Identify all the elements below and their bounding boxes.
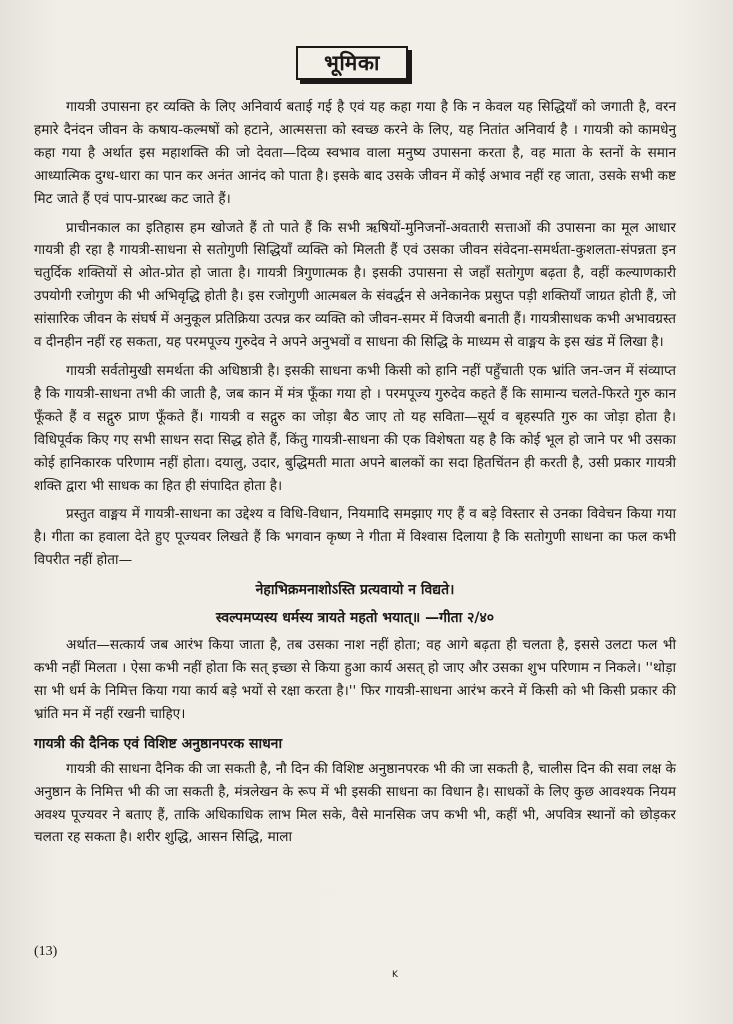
- footer-mark: K: [392, 970, 398, 980]
- verse-meaning: अर्थात—सत्कार्य जब आरंभ किया जाता है, तब उसका नाश नहीं होता; वह आगे बढ़ता ही चलता है, इससे उलटा फल भी कभी नहीं मिलता । ऐसा कभी नहीं होता कि सत् इच्छा से किया हुआ कार्य असत् हो जाए और उसका शुभ परिणाम न निकले। ''थोड़ा सा भी धर्म के निमित्त किया गया कार्य बड़े भयों से रक्षा करता है।'' फिर गायत्री-साधना आरंभ करने में किसी को भी किसी प्रकार की भ्रांति मन में नहीं रखनी चाहिए।: [34, 637, 676, 722]
- paragraph-3: गायत्री सर्वतोमुखी समर्थता की अधिष्ठात्री है। इसकी साधना कभी किसी को हानि नहीं पहुँचाती एक भ्रांति जन-जन में संव्याप्त है कि गायत्री-साधना तभी की जाती है, जब कान में मंत्र फूँका गया हो । परमपूज्य गुरुदेव कहते हैं कि सामान्य चलते-फिरते गुरु कान फूँकते हैं व सद्गुरु प्राण फूँकते हैं। गायत्री व सद्गुरु का जोड़ा बैठ जाए तो यह सविता—सूर्य व बृहस्पति गुरु का जोड़ा होता है। विधिपूर्वक किए गए सभी साधन सदा सिद्ध होते हैं, किंतु गायत्री-साधना की एक विशेषता यह है कि कोई भूल हो जाने पर भी उसका कोई हानिकारक परिणाम नहीं होता। दयालु, उदार, बुद्धिमती माता अपने बालकों का सदा हितचिंतन ही करती है, उसी प्रकार गायत्री शक्ति द्वारा भी साधक का हित ही संपादित होता है।: [34, 362, 676, 494]
- page-number: (13): [34, 944, 58, 959]
- verse-line-1: नेहाभिक्रमनाशोऽस्ति प्रत्यवायो न विद्यते।: [255, 582, 455, 599]
- paragraph-2: प्राचीनकाल का इतिहास हम खोजते हैं तो पाते हैं कि सभी ऋषियों-मुनिजनों-अवतारी सत्ताओं की उपासना का मूल आधार गायत्री ही रहा है गायत्री-साधना से सतोगुणी सिद्धियाँ व्यक्ति को मिलती हैं एवं उसका जीवन संवेदना-समर्थता-कुशलता-संपन्नता इन चतुर्दिक शक्तियों से ओत-प्रोत हो जाता है। गायत्री त्रिगुणात्मक है। इसकी उपासना से जहाँ सतोगुण बढ़ता है, वहीं कल्याणकारी उपयोगी रजोगुण की भी अभिवृद्धि होती है। इस रजोगुणी आत्मबल के संवर्द्धन से अनेकानेक प्रसुप्त पड़ी शक्तियाँ जाग्रत होती हैं, जो सांसारिक जीवन के संघर्ष में अनुकूल प्रतिक्रिया उत्पन्न कर व्यक्ति को जीवन-समर में विजयी बनाती हैं। गायत्रीसाधक कभी अभावग्रस्त व दीनहीन नहीं रह सकता, यह परमपूज्य गुरुदेव ने अपने अनुभवों व साधना की सिद्धि के माध्यम से वाङ्मय के इस खंड में लिखा है।: [34, 219, 676, 351]
- section-paragraph: गायत्री की साधना दैनिक की जा सकती है, नौ दिन की विशिष्ट अनुष्ठानपरक भी की जा सकती है, चालीस दिन की सवा लक्ष के अनुष्ठान के निमित्त भी की जा सकती है, मंत्रलेखन के रूप में भी इसकी साधना का विधान है। साधकों के लिए कुछ आवश्यक नियम अवश्य पूज्यवर ने बताए हैं, ताकि अधिकाधिक लाभ मिल सके, वैसे मानसिक जप कभी भी, कहीं भी, अपवित्र स्थानों को छोड़कर चलता रह सकता है। शरीर शुद्धि, आसन सिद्धि, माला: [34, 760, 676, 846]
- page-body: [34, 96, 676, 855]
- paragraph-1: गायत्री उपासना हर व्यक्ति के लिए अनिवार्य बताई गई है एवं यह कहा गया है कि न केवल यह सिद्धियाँ को जगाती है, वरन हमारे दैनंदन जीवन के कषाय-कल्मषों को हटाने, आत्मसत्ता को स्वच्छ करने के लिए, यह नितांत अनिवार्य है । गायत्री को कामधेनु कहा गया है अर्थात इस महाशक्ति की जो देवता—दिव्य स्वभाव वाला मनुष्य उपासना करता है, वह माता के स्तनों के समान आध्यात्मिक दुग्ध-धारा का पान कर अनंत आनंद को पाता है। इसके बाद उसके जीवन में कोई अभाव नहीं रह जाता, उसके सभी कष्ट मिट जाते हैं एवं पाप-प्रारब्ध कट जाते हैं।: [34, 99, 676, 207]
- title-box: [296, 46, 408, 80]
- page-title: भूमिका: [324, 51, 380, 75]
- verse-line-2: स्वल्पमप्यस्य धर्मस्य त्रायते महतो भयात्॥ —गीता २/४०: [215, 610, 495, 627]
- paragraph-4: प्रस्तुत वाङ्मय में गायत्री-साधना का उद्देश्य व विधि-विधान, नियमादि समझाए गए हैं व बड़े विस्तार से उनका विवेचन किया गया है। गीता का हवाला देते हुए पूज्यवर लिखते हैं कि भगवान कृष्ण ने गीता में विश्वास दिलाया है कि सतोगुणी साधना का फल कभी विपरीत नहीं होता—: [34, 506, 676, 569]
- section-heading: गायत्री की दैनिक एवं विशिष्ट अनुष्ठानपरक साधना: [34, 735, 283, 752]
